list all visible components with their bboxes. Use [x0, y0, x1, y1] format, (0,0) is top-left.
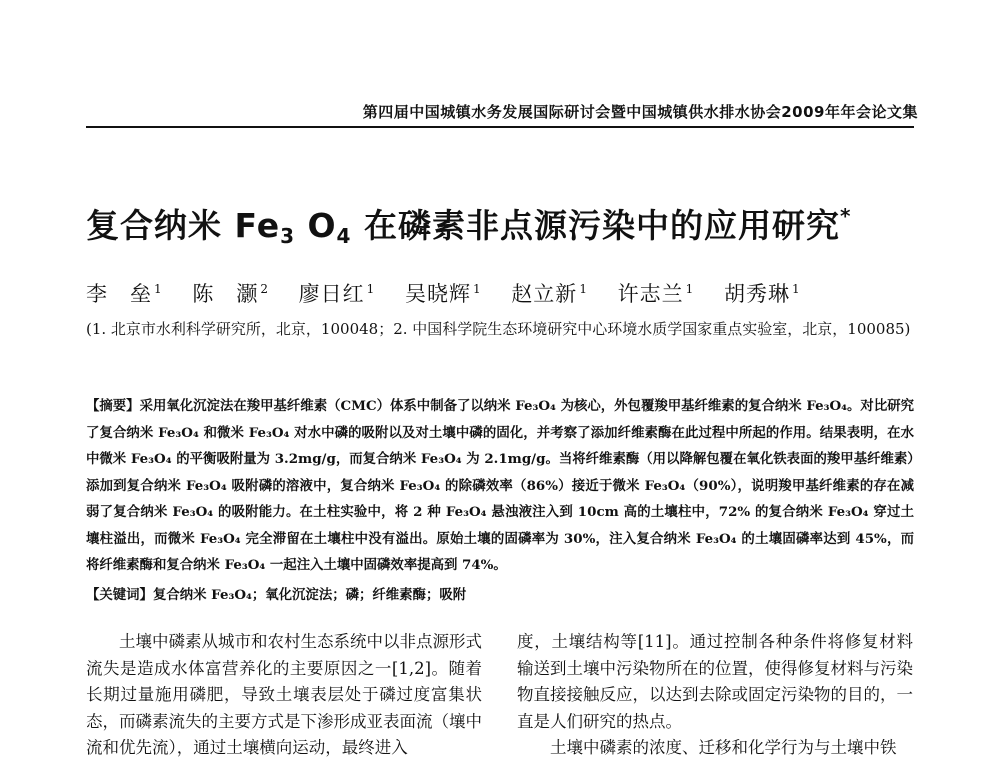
title-part-1: 复合纳米 Fe	[86, 206, 281, 245]
author	[192, 282, 269, 306]
title-subscript-4: 4	[336, 224, 352, 248]
author-affiliation-mark: 1	[154, 282, 163, 296]
abstract-text: 采用氧化沉淀法在羧甲基纤维素（CMC）体系中制备了以纳米 Fe₃O₄ 为核心，外包覆羧甲基纤维素的复合纳米 Fe₃O₄。对比研究了复合纳米 Fe₃O₄ 和微米 Fe₃O₄ 对水中磷的吸附以及对土壤中磷的固化，并考察了添加纤维素酶在此过程中所起的作用。结果表明，在水中微米 Fe₃O₄ 的平衡吸附量为 3.2mg/g，而复合纳米 Fe₃O₄ 为 2.1mg/g。当将纤维素酶（用以降解包覆在氧化铁表面的羧甲基纤维素）添加到复合纳米 Fe₃O₄ 吸附磷的溶液中，复合纳米 Fe₃O₄ 的除磷效率（86%）接近于微米 Fe₃O₄（90%），说明羧甲基纤维素的存在减弱了复合纳米 Fe₃O₄ 的吸附能力。在土柱实验中，将 2 种 Fe₃O₄ 悬浊液注入到 10cm 高的土壤柱中，72% 的复合纳米 Fe₃O₄ 穿过土壤柱溢出，而微米 Fe₃O₄ 完全滞留在土壤柱中没有溢出。原始土壤的固磷率为 30%，注入复合纳米 Fe₃O₄ 的土壤固磷率达到 45%，而将纤维素酶和复合纳米 Fe₃O₄ 一起注入土壤中固磷效率提高到 74%。	[86, 398, 914, 573]
keywords-text: 复合纳米 Fe₃O₄；氧化沉淀法；磷；纤维素酶；吸附	[152, 587, 467, 603]
abstract	[86, 393, 914, 579]
author-name: 吴晓辉	[404, 282, 471, 306]
author-name: 廖日红	[298, 282, 365, 306]
header-rule	[86, 126, 914, 128]
running-header: 第四届中国城镇水务发展国际研讨会暨中国城镇供水排水协会2009年年会论文集	[362, 103, 918, 121]
title-part-3: 在磷素非点源污染中的应用研究	[351, 206, 840, 245]
author	[618, 282, 695, 306]
affiliations: (1. 北京市水利科学研究所，北京，100048；2. 中国科学院生态环境研究中心环境水质学国家重点实验室，北京，100085)	[86, 320, 911, 338]
body-column-left	[86, 629, 482, 760]
author	[299, 282, 376, 306]
author-affiliation-mark: 1	[366, 282, 376, 296]
body-paragraph: 度，土壤结构等[11]。通过控制各种条件将修复材料输送到土壤中污染物所在的位置，使得修复材料与污染物直接接触反应，以达到去除或固定污染物的目的，一直是人们研究的热点。	[517, 632, 913, 731]
keywords-label: 【关键词】	[86, 587, 153, 603]
author-affiliation-mark: 1	[685, 282, 695, 296]
author	[511, 282, 588, 306]
author-list	[86, 278, 823, 308]
author	[86, 282, 163, 306]
author-name: 李 垒	[86, 282, 152, 306]
body-paragraph: 土壤中磷素从城市和农村生态系统中以非点源形式流失是造成水体富营养化的主要原因之一[1,2]。随着长期过量施用磷肥，导致土壤表层处于磷过度富集状态，而磷素流失的主要方式是下渗形成亚表面流（壤中流和优先流），通过土壤横向运动，最终进入	[86, 632, 482, 758]
abstract-label: 【摘要】	[86, 398, 140, 414]
title-part-2: O	[295, 206, 337, 245]
author-affiliation-mark: 2	[260, 282, 269, 296]
author-affiliation-mark: 1	[579, 282, 588, 296]
author	[724, 282, 801, 306]
title-footnote-mark: *	[839, 204, 852, 228]
keywords	[86, 582, 914, 608]
paper-title	[86, 200, 851, 248]
body-paragraph: 土壤中磷素的浓度、迁移和化学行为与土壤中铁	[550, 738, 897, 758]
author-name: 赵立新	[511, 282, 578, 306]
title-subscript-3: 3	[280, 224, 295, 248]
author	[405, 282, 482, 306]
author-affiliation-mark: 1	[472, 282, 482, 296]
author-name: 许志兰	[617, 282, 684, 306]
author-name: 胡秀琳	[723, 282, 790, 306]
author-name: 陈 灏	[192, 282, 259, 306]
body-column-right	[517, 629, 913, 760]
author-affiliation-mark: 1	[791, 282, 801, 296]
